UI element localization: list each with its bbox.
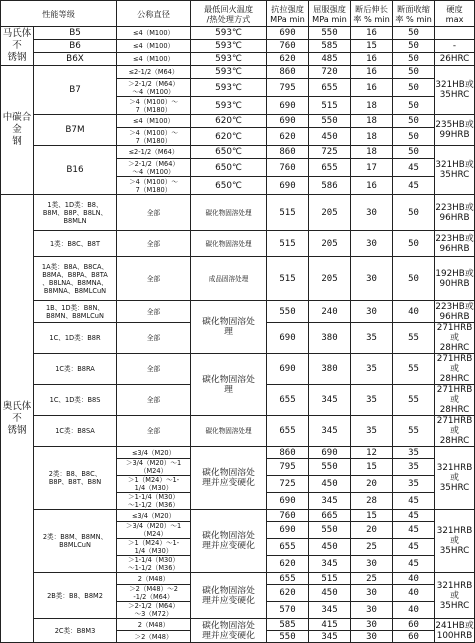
yield-cell: 515: [309, 573, 351, 585]
elongation-cell: 35: [351, 323, 393, 354]
tensile-cell: 655: [267, 416, 309, 447]
tensile-cell: 690: [267, 522, 309, 539]
tensile-cell: 690: [267, 97, 309, 115]
tensile-cell: 690: [267, 177, 309, 195]
hardness-cell: 271HRB或 28HRC: [435, 416, 475, 447]
grade-cell: 2B类：B8、B8M2: [34, 573, 117, 619]
grade-cell: B5: [34, 27, 117, 40]
tensile-cell: 795: [267, 459, 309, 476]
temper-cell: 593℃: [191, 27, 267, 40]
header-diameter: 公称直径: [117, 1, 191, 27]
elongation-cell: 25: [351, 573, 393, 585]
hardness-cell: 241HB或 100HRB: [435, 620, 474, 641]
hardness-cell: 321HRB或 35HRC: [435, 573, 475, 619]
reduction-cell: 50: [393, 40, 435, 53]
temper-cell: 碳化物固溶处理: [191, 231, 267, 257]
reduction-cell: 55: [393, 323, 435, 354]
elongation-cell: 18: [351, 146, 393, 159]
grade-cell: 1C类：B8RA: [34, 354, 117, 385]
temper-cell: 碳化物固溶处 理: [191, 354, 267, 416]
tensile-cell: 690: [267, 27, 309, 40]
tensile-cell: 655: [267, 539, 309, 556]
header-elongation: 断后伸长 率 % min: [351, 1, 393, 27]
group-label-austenitic: 奥氏体不 锈钢: [1, 195, 34, 643]
header-temper: 最低回火温度 /热处理方式: [191, 1, 267, 27]
grade-cell: 2类：B8、B8C、 B8P、B8T、B8N: [34, 447, 117, 510]
diameter-cell: ≤3/4（M20）: [117, 510, 191, 522]
table-row: [1, 53, 475, 66]
temper-cell: 碳化物固溶处 理: [191, 301, 267, 354]
grade-cell: 1类、1D类：B8、 B8M、B8P、B8LN、 B8MLN: [34, 195, 117, 231]
reduction-cell: 40: [393, 301, 435, 323]
tensile-cell: 515: [267, 231, 309, 257]
reduction-cell: 35: [393, 476, 435, 493]
diameter-cell: ＞3/4（M20）～1（M24）: [117, 459, 191, 476]
diameter-cell: ≤4（M100）: [117, 115, 191, 128]
temper-cell: 650℃: [191, 146, 267, 159]
tensile-cell: 550: [267, 631, 309, 643]
elongation-cell: 30: [351, 602, 393, 619]
elongation-cell: 30: [351, 195, 393, 231]
hardness-cell: 321HRB或 35HRC: [435, 510, 475, 573]
hardness-cell: 26HRC: [435, 53, 475, 66]
reduction-cell: 50: [393, 97, 435, 115]
reduction-cell: 55: [393, 385, 435, 416]
elongation-cell: 30: [351, 231, 393, 257]
reduction-cell: 50: [393, 66, 435, 79]
table-row: [1, 115, 475, 128]
tensile-cell: 690: [267, 493, 309, 510]
elongation-cell: 30: [351, 301, 393, 323]
diameter-cell: ＞1（M24）～1- 1/4（M30）: [117, 476, 191, 493]
diameter-cell: ＞2（M48）～2 -1/2（M64）: [117, 585, 191, 602]
hardness-cell: 321HRB或 35HRC: [435, 447, 475, 510]
reduction-cell: 45: [393, 522, 435, 539]
tensile-cell: 515: [267, 257, 309, 301]
grade-cell: 1A类：B8A、B8CA、 B8MA、B8PA、B8TA 、B8LNA、B8MNA、 B8MNA、B8MLCuN: [34, 257, 117, 301]
reduction-cell: 45: [393, 177, 435, 195]
diameter-cell: ≤4（M100）: [117, 27, 191, 40]
temper-cell: 593℃: [191, 53, 267, 66]
elongation-cell: 20: [351, 476, 393, 493]
table-row: [1, 66, 475, 79]
reduction-cell: 45: [393, 159, 435, 177]
diameter-cell: 全部: [117, 257, 191, 301]
grade-cell: B7: [34, 66, 117, 115]
temper-cell: 620℃: [191, 115, 267, 128]
yield-cell: 655: [309, 79, 351, 97]
diameter-cell: 全部: [117, 195, 191, 231]
temper-cell: 593℃: [191, 40, 267, 53]
hardness-cell: [435, 27, 475, 40]
table-row: [1, 619, 475, 631]
table-row: [1, 573, 475, 585]
tensile-cell: 760: [267, 159, 309, 177]
diameter-cell: 全部: [117, 301, 191, 323]
yield-cell: 550: [309, 459, 351, 476]
diameter-cell: 2（M48）: [117, 573, 191, 585]
group-label-medium-carbon: 中碳合金 钢: [1, 66, 34, 195]
elongation-cell: 30: [351, 556, 393, 573]
table-row: [1, 447, 475, 459]
yield-cell: 205: [309, 257, 351, 301]
diameter-cell: ＞3/4（M20）～1（M24）: [117, 522, 191, 539]
elongation-cell: 30: [351, 631, 393, 643]
diameter-cell: ≤2-1/2（M64）: [117, 146, 191, 159]
reduction-cell: 40: [393, 602, 435, 619]
reduction-cell: 50: [393, 257, 435, 301]
temper-cell: 碳化物固溶处 理并应变硬化: [191, 573, 267, 619]
table-row: [1, 510, 475, 522]
yield-cell: 345: [309, 416, 351, 447]
reduction-cell: 50: [393, 231, 435, 257]
yield-cell: 586: [309, 177, 351, 195]
grade-cell: B7M: [34, 115, 117, 146]
elongation-cell: 18: [351, 97, 393, 115]
hardness-cell: 271HRB或 28HRC: [435, 323, 475, 354]
diameter-cell: ＞4（M100）～ 7（M180）: [117, 177, 191, 195]
reduction-cell: 50: [393, 146, 435, 159]
header-hardness: 硬度 max: [435, 1, 475, 27]
elongation-cell: 17: [351, 159, 393, 177]
yield-cell: 655: [309, 159, 351, 177]
reduction-cell: 45: [393, 556, 435, 573]
yield-cell: 415: [309, 619, 351, 631]
diameter-cell: ＞2（M48）: [117, 631, 191, 643]
diameter-cell: 全部: [117, 416, 191, 447]
diameter-cell: ＞2-1/2（M64） ～4（M100）: [117, 159, 191, 177]
tensile-cell: 620: [267, 556, 309, 573]
yield-cell: 345: [309, 556, 351, 573]
elongation-cell: 12: [351, 447, 393, 459]
hardness-cell: -: [435, 40, 475, 53]
elongation-cell: 30: [351, 257, 393, 301]
elongation-cell: 28: [351, 493, 393, 510]
yield-cell: 725: [309, 146, 351, 159]
elongation-cell: 25: [351, 539, 393, 556]
diameter-cell: ＞2-1/2（M64） ～4（M100）: [117, 79, 191, 97]
reduction-cell: 55: [393, 416, 435, 447]
temper-cell: 成品固溶处理: [191, 257, 267, 301]
hardness-cell: 223HB或 96HRB: [435, 195, 475, 231]
yield-cell: 720: [309, 66, 351, 79]
elongation-cell: 16: [351, 79, 393, 97]
hardness-cell: 223HB或 96HRB: [435, 301, 474, 322]
hardness-cell: 271HRB或 28HRC: [435, 354, 475, 385]
reduction-cell: 50: [393, 27, 435, 40]
hardness-cell: 321HB或 35HRC: [435, 146, 475, 195]
header-grade: 性能等级: [1, 1, 117, 27]
yield-cell: 345: [309, 385, 351, 416]
elongation-cell: 20: [351, 522, 393, 539]
tensile-cell: 860: [267, 66, 309, 79]
table-row: [1, 195, 475, 231]
temper-cell: 碳化物固溶处理: [191, 416, 267, 447]
group-label-martensitic: 马氏体不 锈钢: [1, 27, 34, 66]
yield-cell: 450: [309, 585, 351, 602]
diameter-cell: 全部: [117, 385, 191, 416]
yield-cell: 550: [309, 115, 351, 128]
temper-cell: 碳化物固溶处 理并应变硬化: [191, 619, 267, 643]
header-reduction: 断面收缩 率 % min: [393, 1, 435, 27]
elongation-cell: 35: [351, 385, 393, 416]
temper-cell: 620℃: [191, 128, 267, 146]
elongation-cell: 16: [351, 66, 393, 79]
header-tensile: 抗拉强度 MPa min: [267, 1, 309, 27]
tensile-cell: 690: [267, 323, 309, 354]
yield-cell: 345: [309, 493, 351, 510]
diameter-cell: ＞4（M100）～ 7（M180）: [117, 97, 191, 115]
reduction-cell: 45: [393, 510, 435, 522]
diameter-cell: ＞1-1/4（M30） ～1-1/2（M36）: [117, 493, 191, 510]
diameter-cell: ＞1-1/4（M30） ～1-1/2（M36）: [117, 556, 191, 573]
reduction-cell: 50: [393, 115, 435, 128]
yield-cell: 205: [309, 231, 351, 257]
diameter-cell: ＞4（M100）～ 7（M180）: [117, 128, 191, 146]
hardness-cell: 271HRB或 28HRC: [435, 385, 475, 416]
grade-cell: B6X: [34, 53, 117, 66]
elongation-cell: 16: [351, 53, 393, 66]
tensile-cell: 620: [267, 585, 309, 602]
grade-cell: 1B、1D类：B8N、 B8MN、B8MLCuN: [34, 301, 117, 323]
hardness-cell: 321HB或 35HRC: [435, 66, 475, 115]
tensile-cell: 655: [267, 385, 309, 416]
grade-cell: 2C类：B8M3: [34, 619, 117, 643]
grade-cell: 2类：B8M、B8MN、 B8MLCuN: [34, 510, 117, 573]
yield-cell: 380: [309, 354, 351, 385]
yield-cell: 450: [309, 476, 351, 493]
temper-cell: 593℃: [191, 79, 267, 97]
grade-cell: 1C、1D类：B8R: [34, 323, 117, 354]
temper-cell: 593℃: [191, 97, 267, 115]
yield-cell: 380: [309, 323, 351, 354]
elongation-cell: 18: [351, 115, 393, 128]
diameter-cell: ＞2-1/2（M64） ～3（M72）: [117, 602, 191, 619]
reduction-cell: 45: [393, 493, 435, 510]
table-row: [1, 27, 475, 40]
elongation-cell: 30: [351, 585, 393, 602]
reduction-cell: 40: [393, 585, 435, 602]
yield-cell: 550: [309, 27, 351, 40]
reduction-cell: 50: [393, 128, 435, 146]
elongation-cell: 35: [351, 354, 393, 385]
tensile-cell: 690: [267, 354, 309, 385]
table-row: [1, 301, 475, 323]
elongation-cell: 15: [351, 40, 393, 53]
temper-cell: 碳化物固溶处理: [191, 195, 267, 231]
grade-cell: B16: [34, 146, 117, 195]
diameter-cell: ＞1（M24）～1- 1/4（M30）: [117, 539, 191, 556]
elongation-cell: 30: [351, 619, 393, 631]
tensile-cell: 620: [267, 128, 309, 146]
diameter-cell: ≤4（M100）: [117, 40, 191, 53]
tensile-cell: 570: [267, 602, 309, 619]
table-row: [1, 416, 475, 447]
temper-cell: 593℃: [191, 66, 267, 79]
yield-cell: 485: [309, 53, 351, 66]
elongation-cell: 16: [351, 177, 393, 195]
hardness-cell: 192HB或 90HRB: [435, 257, 475, 301]
reduction-cell: 55: [393, 354, 435, 385]
hardness-cell: 223HB或 96HRB: [435, 231, 475, 257]
yield-cell: 450: [309, 539, 351, 556]
elongation-cell: 18: [351, 128, 393, 146]
tensile-cell: 550: [267, 301, 309, 323]
diameter-cell: 全部: [117, 323, 191, 354]
temper-cell: 650℃: [191, 159, 267, 177]
elongation-cell: 35: [351, 416, 393, 447]
reduction-cell: 60: [393, 631, 435, 643]
yield-cell: 515: [309, 97, 351, 115]
yield-cell: 690: [309, 447, 351, 459]
grade-cell: 1C、1D类：B8S: [34, 385, 117, 416]
reduction-cell: 35: [393, 447, 435, 459]
tensile-cell: 795: [267, 79, 309, 97]
diameter-cell: 全部: [117, 231, 191, 257]
yield-cell: 665: [309, 510, 351, 522]
elongation-cell: 15: [351, 459, 393, 476]
yield-cell: 240: [309, 301, 351, 323]
yield-cell: 345: [309, 602, 351, 619]
reduction-cell: 35: [393, 459, 435, 476]
tensile-cell: 655: [267, 573, 309, 585]
yield-cell: 550: [309, 522, 351, 539]
tensile-cell: 515: [267, 195, 309, 231]
tensile-cell: 725: [267, 476, 309, 493]
reduction-cell: 60: [393, 619, 435, 631]
diameter-cell: 2（M48）: [117, 619, 191, 631]
tensile-cell: 620: [267, 53, 309, 66]
yield-cell: 585: [309, 40, 351, 53]
hardness-cell: 235HB或 99HRB: [435, 115, 475, 146]
header-yield: 屈服强度 MPa min: [309, 1, 351, 27]
elongation-cell: 15: [351, 510, 393, 522]
tensile-cell: 860: [267, 447, 309, 459]
diameter-cell: ≤4（M100）: [117, 53, 191, 66]
grade-cell: 1类：B8C、B8T: [34, 231, 117, 257]
diameter-cell: ≤2-1/2（M64）: [117, 66, 191, 79]
tensile-cell: 760: [267, 510, 309, 522]
table-row: [1, 354, 475, 385]
table-row: [1, 257, 475, 301]
diameter-cell: ≤3/4（M20）: [117, 447, 191, 459]
grade-cell: 1C类：B8SA: [34, 416, 117, 447]
yield-cell: 450: [309, 128, 351, 146]
table-row: [1, 40, 475, 53]
reduction-cell: 50: [393, 53, 435, 66]
reduction-cell: 50: [393, 195, 435, 231]
table-row: [1, 146, 475, 159]
yield-cell: 205: [309, 195, 351, 231]
elongation-cell: 16: [351, 27, 393, 40]
tensile-cell: 860: [267, 146, 309, 159]
temper-cell: 碳化物固溶处 理并应变硬化: [191, 510, 267, 573]
tensile-cell: 760: [267, 40, 309, 53]
reduction-cell: 40: [393, 573, 435, 585]
diameter-cell: 全部: [117, 354, 191, 385]
reduction-cell: 45: [393, 539, 435, 556]
tensile-cell: 585: [267, 619, 309, 631]
reduction-cell: 50: [393, 79, 435, 97]
temper-cell: 650℃: [191, 177, 267, 195]
table-row: [1, 231, 475, 257]
tensile-cell: 690: [267, 115, 309, 128]
temper-cell: 碳化物固溶处 理并应变硬化: [191, 447, 267, 510]
yield-cell: 345: [309, 631, 351, 643]
grade-cell: B6: [34, 40, 117, 53]
